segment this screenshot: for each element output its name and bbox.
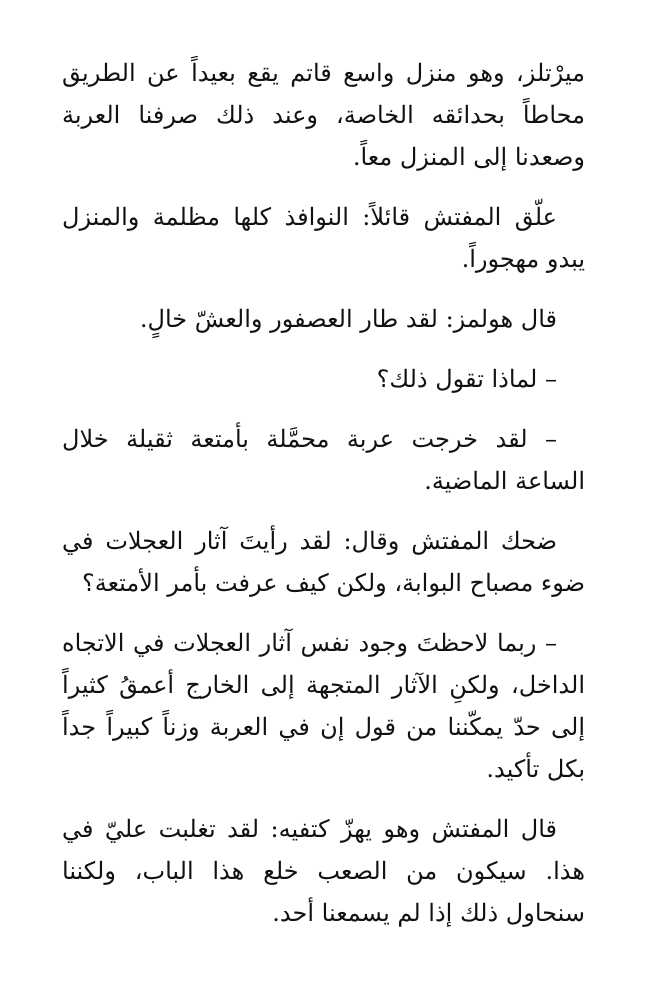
paragraph-4: – لماذا تقول ذلك؟ — [376, 365, 557, 393]
paragraph-3: قال هولمز: لقد طار العصفور والعشّ خالٍ. — [139, 305, 557, 333]
paragraph-1: ميرْتلز، وهو منزل واسع قاتم يقع بعيداً عن الطريق محاطاً بحدائقه الخاصة، وعند ذلك صرفنا العربة وصعدنا إلى المنزل معاً. — [62, 59, 585, 171]
paragraph-5: – لقد خرجت عربة محمَّلة بأمتعة ثقيلة خلال الساعة الماضية. — [62, 425, 585, 495]
paragraph-8: قال المفتش وهو يهزّ كتفيه: لقد تغلبت عليّ في هذا. سيكون من الصعب خلع هذا الباب، ولكننا سنحاول ذلك إذا لم يسمعنا أحد. — [62, 815, 585, 927]
paragraph-6: ضحك المفتش وقال: لقد رأيتَ آثار العجلات في ضوء مصباح البوابة، ولكن كيف عرفت بأمر الأمتعة؟ — [62, 527, 585, 597]
paragraph-7: – ربما لاحظتَ وجود نفس آثار العجلات في الاتجاه الداخل، ولكنِ الآثار المتجهة إلى الخارج أعمقُ كثيراً إلى حدّ يمكّننا من قول إن في العربة وزناً كبيراً جداً بكل تأكيد. — [62, 629, 585, 783]
paragraph-2: علّق المفتش قائلاً: النوافذ كلها مظلمة والمنزل يبدو مهجوراً. — [62, 203, 585, 273]
book-page — [62, 52, 585, 952]
